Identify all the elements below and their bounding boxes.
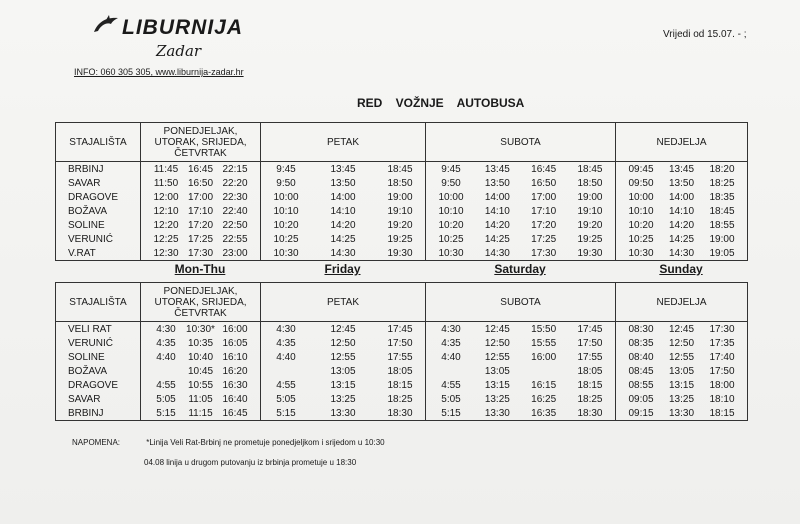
departure-time: 19:25 bbox=[577, 233, 603, 245]
departure-time: 18:15 bbox=[577, 379, 603, 391]
departure-time: 10:25 bbox=[628, 233, 654, 245]
header-mon-thu: PONEDJELJAK, UTORAK, SRIJEDA, ČETVRTAK bbox=[141, 283, 261, 322]
valid-from: Vrijedi od 15.07. - ; bbox=[663, 29, 747, 40]
table-row bbox=[56, 364, 748, 378]
times-mt bbox=[141, 336, 261, 350]
departure-time: 17:35 bbox=[709, 337, 735, 349]
table-row bbox=[56, 392, 748, 406]
times-sat bbox=[426, 190, 616, 204]
departure-time: 22:50 bbox=[222, 219, 248, 231]
times-fri bbox=[261, 392, 426, 406]
departure-time: 16:45 bbox=[187, 163, 214, 175]
times-mt bbox=[141, 392, 261, 406]
departure-time: 10:00 bbox=[438, 191, 464, 203]
stop-name: VERUNIĆ bbox=[56, 336, 141, 350]
departure-time: 10:40 bbox=[187, 351, 214, 363]
departure-time: 14:30 bbox=[668, 247, 695, 259]
departure-time: 15:55 bbox=[531, 337, 557, 349]
departure-time: 13:05 bbox=[668, 365, 695, 377]
page-title: RED VOŽNJE AUTOBUSA bbox=[357, 96, 525, 110]
departure-time: 18:05 bbox=[387, 365, 413, 377]
departure-time: 10:30 bbox=[628, 247, 654, 259]
departure-time: 17:55 bbox=[577, 351, 603, 363]
times-sun bbox=[616, 406, 748, 421]
departure-time: 4:35 bbox=[156, 337, 176, 349]
departure-time: 17:25 bbox=[531, 233, 557, 245]
departure-time: 17:55 bbox=[387, 351, 413, 363]
departure-time: 16:50 bbox=[187, 177, 214, 189]
departure-time: 5:15 bbox=[441, 407, 461, 419]
departure-time: 19:10 bbox=[577, 205, 603, 217]
departure-time: 12:45 bbox=[484, 323, 510, 335]
departure-time: 19:20 bbox=[577, 219, 603, 231]
departure-time: 14:30 bbox=[484, 247, 510, 259]
times-sun bbox=[616, 322, 748, 337]
departure-time: 18:00 bbox=[709, 379, 735, 391]
departure-time: 5:05 bbox=[441, 393, 461, 405]
departure-time: 17:20 bbox=[187, 219, 214, 231]
departure-time: 14:10 bbox=[484, 205, 510, 217]
departure-time: 11:45 bbox=[153, 163, 179, 175]
departure-time: 18:25 bbox=[709, 177, 735, 189]
departure-time: 4:35 bbox=[441, 337, 461, 349]
departure-time: 16:15 bbox=[531, 379, 557, 391]
departure-time bbox=[436, 366, 466, 377]
departure-time: 22:15 bbox=[222, 163, 248, 175]
stop-name: VERUNIĆ bbox=[56, 232, 141, 246]
departure-time: 18:30 bbox=[577, 407, 603, 419]
departure-time: 12:25 bbox=[153, 233, 179, 245]
departure-time: 10:25 bbox=[438, 233, 464, 245]
departure-time: 09:15 bbox=[628, 407, 654, 419]
times-fri bbox=[261, 364, 426, 378]
departure-time: 19:00 bbox=[387, 191, 413, 203]
departure-time: 11:50 bbox=[153, 177, 179, 189]
departure-time: 5:05 bbox=[156, 393, 176, 405]
departure-time: 12:10 bbox=[153, 205, 179, 217]
note-label: NAPOMENA: bbox=[72, 438, 121, 447]
times-sun bbox=[616, 176, 748, 190]
stop-name: SAVAR bbox=[56, 392, 141, 406]
departure-time: 15:50 bbox=[531, 323, 557, 335]
header-mon-thu: PONEDJELJAK, UTORAK, SRIJEDA, ČETVRTAK bbox=[141, 123, 261, 162]
times-fri bbox=[261, 176, 426, 190]
departure-time: 19:00 bbox=[709, 233, 735, 245]
times-sat bbox=[426, 336, 616, 350]
departure-time: 10:00 bbox=[628, 191, 654, 203]
departure-time: 22:20 bbox=[222, 177, 248, 189]
departure-time: 12:20 bbox=[153, 219, 179, 231]
times-sun bbox=[616, 190, 748, 204]
departure-time: 14:00 bbox=[668, 191, 695, 203]
departure-time: 19:20 bbox=[387, 219, 413, 231]
brand-city: Zadar bbox=[156, 42, 202, 60]
departure-time: 16:40 bbox=[222, 393, 248, 405]
table-row bbox=[56, 204, 748, 218]
departure-time: 23:00 bbox=[222, 247, 248, 259]
times-mt bbox=[141, 378, 261, 392]
times-fri bbox=[261, 204, 426, 218]
departure-time: 12:30 bbox=[153, 247, 179, 259]
header-row bbox=[56, 283, 748, 322]
departure-time: 12:50 bbox=[484, 337, 510, 349]
departure-time: 10:20 bbox=[628, 219, 654, 231]
times-sat bbox=[426, 232, 616, 246]
departure-time: 16:45 bbox=[222, 407, 248, 419]
departure-time: 13:15 bbox=[330, 379, 356, 391]
dolphin-icon bbox=[92, 14, 122, 36]
departure-time: 18:50 bbox=[387, 177, 413, 189]
departure-time: 11:15 bbox=[188, 407, 213, 419]
departure-time bbox=[151, 366, 181, 377]
table-row bbox=[56, 406, 748, 421]
departure-time: 16:20 bbox=[222, 365, 248, 377]
departure-time: 09:05 bbox=[628, 393, 654, 405]
departure-time: 17:45 bbox=[577, 323, 603, 335]
departure-time: 13:15 bbox=[484, 379, 510, 391]
departure-time: 10:35 bbox=[187, 337, 214, 349]
times-fri bbox=[261, 218, 426, 232]
times-mt bbox=[141, 322, 261, 337]
stop-name: DRAGOVE bbox=[56, 190, 141, 204]
departure-time: 10:10 bbox=[628, 205, 654, 217]
departure-time: 18:10 bbox=[709, 393, 735, 405]
departure-time: 13:30 bbox=[668, 407, 695, 419]
day-labels bbox=[55, 262, 747, 280]
departure-time: 4:55 bbox=[441, 379, 461, 391]
departure-time: 17:50 bbox=[387, 337, 413, 349]
header-stop: STAJALIŠTA bbox=[56, 283, 141, 322]
times-sun bbox=[616, 162, 748, 177]
times-mt bbox=[141, 190, 261, 204]
times-sun bbox=[616, 350, 748, 364]
departure-time: 17:30 bbox=[531, 247, 557, 259]
times-mt bbox=[141, 406, 261, 421]
times-sun bbox=[616, 336, 748, 350]
departure-time bbox=[529, 366, 559, 377]
stop-name: V.RAT bbox=[56, 246, 141, 261]
departure-time: 13:45 bbox=[484, 163, 510, 175]
table-row bbox=[56, 176, 748, 190]
day-label-sunday: Sunday bbox=[659, 262, 703, 276]
times-mt bbox=[141, 350, 261, 364]
times-sat bbox=[426, 246, 616, 261]
departure-time: 17:25 bbox=[187, 233, 214, 245]
times-mt bbox=[141, 162, 261, 177]
departure-time: 17:20 bbox=[531, 219, 557, 231]
departure-time: 13:45 bbox=[668, 163, 695, 175]
departure-time: 18:50 bbox=[577, 177, 603, 189]
departure-time: 13:30 bbox=[484, 407, 510, 419]
times-sun bbox=[616, 392, 748, 406]
departure-time: 12:55 bbox=[330, 351, 356, 363]
departure-time: 14:20 bbox=[330, 219, 356, 231]
times-fri bbox=[261, 246, 426, 261]
times-sat bbox=[426, 350, 616, 364]
header-row bbox=[56, 123, 748, 162]
departure-time: 09:45 bbox=[628, 163, 654, 175]
departure-time: 10:20 bbox=[438, 219, 464, 231]
departure-time: 10:20 bbox=[273, 219, 299, 231]
times-fri bbox=[261, 232, 426, 246]
departure-time: 13:05 bbox=[330, 365, 356, 377]
departure-time: 13:30 bbox=[330, 407, 356, 419]
departure-time: 16:25 bbox=[531, 393, 557, 405]
times-fri bbox=[261, 350, 426, 364]
departure-time: 5:15 bbox=[156, 407, 176, 419]
departure-time: 14:10 bbox=[330, 205, 356, 217]
departure-time: 4:40 bbox=[156, 351, 176, 363]
timetable-velirat-to-brbinj bbox=[55, 282, 748, 421]
times-sat bbox=[426, 392, 616, 406]
departure-time: 14:00 bbox=[484, 191, 510, 203]
departure-time: 14:20 bbox=[668, 219, 695, 231]
departure-time: 10:45 bbox=[187, 365, 214, 377]
departure-time: 13:25 bbox=[484, 393, 510, 405]
departure-time: 22:40 bbox=[222, 205, 248, 217]
times-mt bbox=[141, 246, 261, 261]
departure-time: 17:50 bbox=[709, 365, 735, 377]
times-sat bbox=[426, 218, 616, 232]
times-sun bbox=[616, 218, 748, 232]
departure-time: 18:25 bbox=[577, 393, 603, 405]
departure-time: 10:10 bbox=[438, 205, 464, 217]
departure-time: 4:55 bbox=[276, 379, 296, 391]
times-mt bbox=[141, 176, 261, 190]
times-mt bbox=[141, 218, 261, 232]
departure-time: 19:00 bbox=[577, 191, 603, 203]
stop-name: SOLINE bbox=[56, 218, 141, 232]
times-sat bbox=[426, 176, 616, 190]
stop-name: VELI RAT bbox=[56, 322, 141, 337]
departure-time: 13:25 bbox=[668, 393, 695, 405]
departure-time: 13:25 bbox=[330, 393, 356, 405]
times-fri bbox=[261, 406, 426, 421]
times-sat bbox=[426, 204, 616, 218]
times-mt bbox=[141, 232, 261, 246]
times-sat bbox=[426, 406, 616, 421]
departure-time: 18:45 bbox=[577, 163, 603, 175]
times-sat bbox=[426, 378, 616, 392]
departure-time: 08:35 bbox=[628, 337, 654, 349]
departure-time: 10:30 bbox=[273, 247, 299, 259]
departure-time: 10:25 bbox=[273, 233, 299, 245]
departure-time: 13:50 bbox=[330, 177, 356, 189]
departure-time: 18:30 bbox=[387, 407, 413, 419]
times-sun bbox=[616, 204, 748, 218]
times-fri bbox=[261, 190, 426, 204]
departure-time: 4:40 bbox=[441, 351, 461, 363]
departure-time: 13:45 bbox=[330, 163, 356, 175]
departure-time: 12:50 bbox=[668, 337, 695, 349]
table-row bbox=[56, 350, 748, 364]
departure-time: 9:50 bbox=[441, 177, 461, 189]
departure-time: 17:00 bbox=[531, 191, 557, 203]
table-row bbox=[56, 162, 748, 177]
departure-time: 18:45 bbox=[709, 205, 735, 217]
departure-time: 16:00 bbox=[222, 323, 248, 335]
departure-time bbox=[271, 366, 301, 377]
departure-time: 16:05 bbox=[222, 337, 248, 349]
stop-name: BRBINJ bbox=[56, 406, 141, 421]
day-label-friday: Friday bbox=[324, 262, 361, 276]
departure-time: 12:50 bbox=[330, 337, 356, 349]
day-label-mon-thu: Mon-Thu bbox=[174, 262, 226, 276]
stop-name: SAVAR bbox=[56, 176, 141, 190]
table-row bbox=[56, 190, 748, 204]
departure-time: 18:20 bbox=[709, 163, 735, 175]
times-sat bbox=[426, 364, 616, 378]
departure-time: 13:50 bbox=[668, 177, 695, 189]
departure-time: 14:30 bbox=[330, 247, 356, 259]
departure-time: 17:30 bbox=[709, 323, 735, 335]
header-stop: STAJALIŠTA bbox=[56, 123, 141, 162]
departure-time: 10:10 bbox=[273, 205, 299, 217]
times-mt bbox=[141, 364, 261, 378]
departure-time: 5:15 bbox=[276, 407, 296, 419]
departure-time: 13:50 bbox=[484, 177, 510, 189]
times-fri bbox=[261, 378, 426, 392]
times-sun bbox=[616, 378, 748, 392]
departure-time: 17:50 bbox=[577, 337, 603, 349]
departure-time: 4:30 bbox=[276, 323, 296, 335]
departure-time: 12:55 bbox=[668, 351, 695, 363]
times-sun bbox=[616, 246, 748, 261]
departure-time: 10:55 bbox=[187, 379, 214, 391]
departure-time: 14:25 bbox=[330, 233, 356, 245]
departure-time: 4:30 bbox=[441, 323, 461, 335]
departure-time: 19:25 bbox=[387, 233, 413, 245]
departure-time: 4:30 bbox=[156, 323, 176, 335]
departure-time: 18:35 bbox=[709, 191, 735, 203]
departure-time: 10:30 bbox=[438, 247, 464, 259]
times-fri bbox=[261, 336, 426, 350]
departure-time: 4:55 bbox=[156, 379, 176, 391]
departure-time: 08:55 bbox=[628, 379, 654, 391]
header-sunday: NEDJELJA bbox=[616, 283, 748, 322]
departure-time: 18:15 bbox=[387, 379, 413, 391]
header-sunday: NEDJELJA bbox=[616, 123, 748, 162]
timetable-brbinj-to-velirat bbox=[55, 122, 748, 261]
departure-time: 5:05 bbox=[276, 393, 296, 405]
departure-time: 17:00 bbox=[187, 191, 214, 203]
departure-time: 12:45 bbox=[330, 323, 356, 335]
departure-time: 17:30 bbox=[187, 247, 214, 259]
departure-time: 10:00 bbox=[273, 191, 299, 203]
departure-time: 13:05 bbox=[484, 365, 510, 377]
departure-time: 19:10 bbox=[387, 205, 413, 217]
departure-time: 14:25 bbox=[484, 233, 510, 245]
note-1 bbox=[72, 438, 385, 447]
departure-time: 18:45 bbox=[387, 163, 413, 175]
departure-time: 4:35 bbox=[276, 337, 296, 349]
header-saturday: SUBOTA bbox=[426, 123, 616, 162]
departure-time: 16:45 bbox=[531, 163, 557, 175]
times-fri bbox=[261, 322, 426, 337]
departure-time: 09:50 bbox=[628, 177, 654, 189]
departure-time: 14:25 bbox=[668, 233, 695, 245]
departure-time: 16:10 bbox=[222, 351, 248, 363]
header-saturday: SUBOTA bbox=[426, 283, 616, 322]
contact-info: INFO: 060 305 305, www.liburnija-zadar.hr bbox=[74, 67, 244, 77]
departure-time: 12:55 bbox=[484, 351, 510, 363]
departure-time: 17:40 bbox=[709, 351, 735, 363]
note-line-1: *Linija Veli Rat-Brbinj ne prometuje ponedjeljkom i srijedom u 10:30 bbox=[146, 438, 385, 447]
table-row bbox=[56, 218, 748, 232]
departure-time: 19:30 bbox=[577, 247, 603, 259]
departure-time: 12:45 bbox=[668, 323, 695, 335]
times-mt bbox=[141, 204, 261, 218]
departure-time: 22:30 bbox=[222, 191, 248, 203]
departure-time: 08:30 bbox=[628, 323, 654, 335]
departure-time: 12:00 bbox=[153, 191, 179, 203]
departure-time: 18:15 bbox=[709, 407, 735, 419]
brand-name: LIBURNIJA bbox=[122, 16, 244, 39]
departure-time: 18:55 bbox=[709, 219, 735, 231]
departure-time: 16:00 bbox=[531, 351, 557, 363]
table-row bbox=[56, 246, 748, 261]
departure-time: 17:45 bbox=[387, 323, 413, 335]
table-row bbox=[56, 336, 748, 350]
departure-time: 16:50 bbox=[531, 177, 557, 189]
times-fri bbox=[261, 162, 426, 177]
departure-time: 11:05 bbox=[188, 393, 213, 405]
times-sat bbox=[426, 322, 616, 337]
departure-time: 19:30 bbox=[387, 247, 413, 259]
departure-time: 08:45 bbox=[628, 365, 654, 377]
departure-time: 9:50 bbox=[276, 177, 296, 189]
departure-time: 10:30* bbox=[186, 323, 215, 335]
table-row bbox=[56, 322, 748, 337]
departure-time: 16:30 bbox=[222, 379, 248, 391]
departure-time: 22:55 bbox=[222, 233, 248, 245]
departure-time: 9:45 bbox=[276, 163, 296, 175]
departure-time: 08:40 bbox=[628, 351, 654, 363]
departure-time: 13:15 bbox=[668, 379, 695, 391]
stop-name: BOŽAVA bbox=[56, 364, 141, 378]
stop-name: DRAGOVE bbox=[56, 378, 141, 392]
stop-name: SOLINE bbox=[56, 350, 141, 364]
departure-time: 16:35 bbox=[531, 407, 557, 419]
header-friday: PETAK bbox=[261, 283, 426, 322]
header-friday: PETAK bbox=[261, 123, 426, 162]
departure-time: 18:05 bbox=[577, 365, 603, 377]
times-sun bbox=[616, 232, 748, 246]
day-label-saturday: Saturday bbox=[494, 262, 546, 276]
note-line-2: 04.08 linija u drugom putovanju iz brbinja prometuje u 18:30 bbox=[144, 458, 357, 467]
departure-time: 4:40 bbox=[276, 351, 296, 363]
departure-time: 14:10 bbox=[668, 205, 695, 217]
stop-name: BRBINJ bbox=[56, 162, 141, 177]
table-row bbox=[56, 232, 748, 246]
stop-name: BOŽAVA bbox=[56, 204, 141, 218]
times-sun bbox=[616, 364, 748, 378]
table-row bbox=[56, 378, 748, 392]
departure-time: 9:45 bbox=[441, 163, 461, 175]
times-sat bbox=[426, 162, 616, 177]
departure-time: 17:10 bbox=[531, 205, 557, 217]
departure-time: 18:25 bbox=[387, 393, 413, 405]
departure-time: 19:05 bbox=[709, 247, 735, 259]
departure-time: 14:20 bbox=[484, 219, 510, 231]
departure-time: 14:00 bbox=[330, 191, 356, 203]
departure-time: 17:10 bbox=[187, 205, 214, 217]
